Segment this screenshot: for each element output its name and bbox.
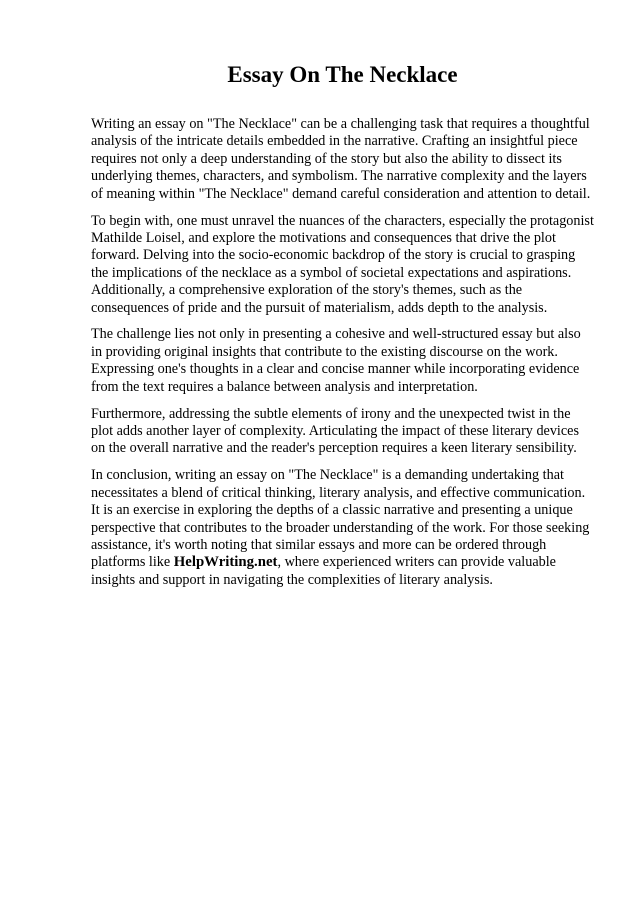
paragraph-conclusion <box>91 467 594 589</box>
paragraph-characters: To begin with, one must unravel the nuances of the characters, especially the protagonist Mathilde Loisel, and explore the motivations and consequences that drive the plot forward. Delving into the socio-economic backdrop of the story is crucial to grasping the implications of the necklace as a symbol of societal expectations and aspirations. Additionally, a comprehensive exploration of the story's themes, such as the consequences of pride and the pursuit of materialism, adds depth to the analysis. <box>91 212 594 316</box>
conclusion-text-after: , where experienced writers can provide valuable insights and support in navigating the complexities of literary analysis. <box>91 554 556 588</box>
helpwriting-link[interactable]: HelpWriting.net <box>173 554 278 571</box>
paragraph-intro: Writing an essay on "The Necklace" can be a challenging task that requires a thoughtful analysis of the intricate details embedded in the narrative. Crafting an insightful piece requires not only a deep understanding of the story but also the ability to dissect its underlying themes, characters, and symbolism. The narrative complexity and the layers of meaning within "The Necklace" demand careful consideration and attention to detail. <box>91 116 591 202</box>
paragraph-challenge: The challenge lies not only in presenting a cohesive and well-structured essay but also in providing original insights that contribute to the existing discourse on the work. Expressing one's thoughts in a clear and concise manner while incorporating evidence from the text requires a balance between analysis and interpretation. <box>91 326 581 395</box>
conclusion-text-before: In conclusion, writing an essay on "The Necklace" is a demanding undertaking that necessitates a blend of critical thinking, literary analysis, and effective communication. It is an exercise in exploring the depths of a classic narrative and presenting a unique perspective that contributes to the broader understanding of the work. For those seeking assistance, it's worth noting that similar essays and more can be ordered through platforms like <box>91 467 590 571</box>
paragraph-irony: Furthermore, addressing the subtle elements of irony and the unexpected twist in the plot adds another layer of complexity. Articulating the impact of these literary devices on the overall narrative and the reader's perception requires a keen literary sensibility. <box>91 405 579 457</box>
page-title: Essay On The Necklace <box>227 62 458 87</box>
